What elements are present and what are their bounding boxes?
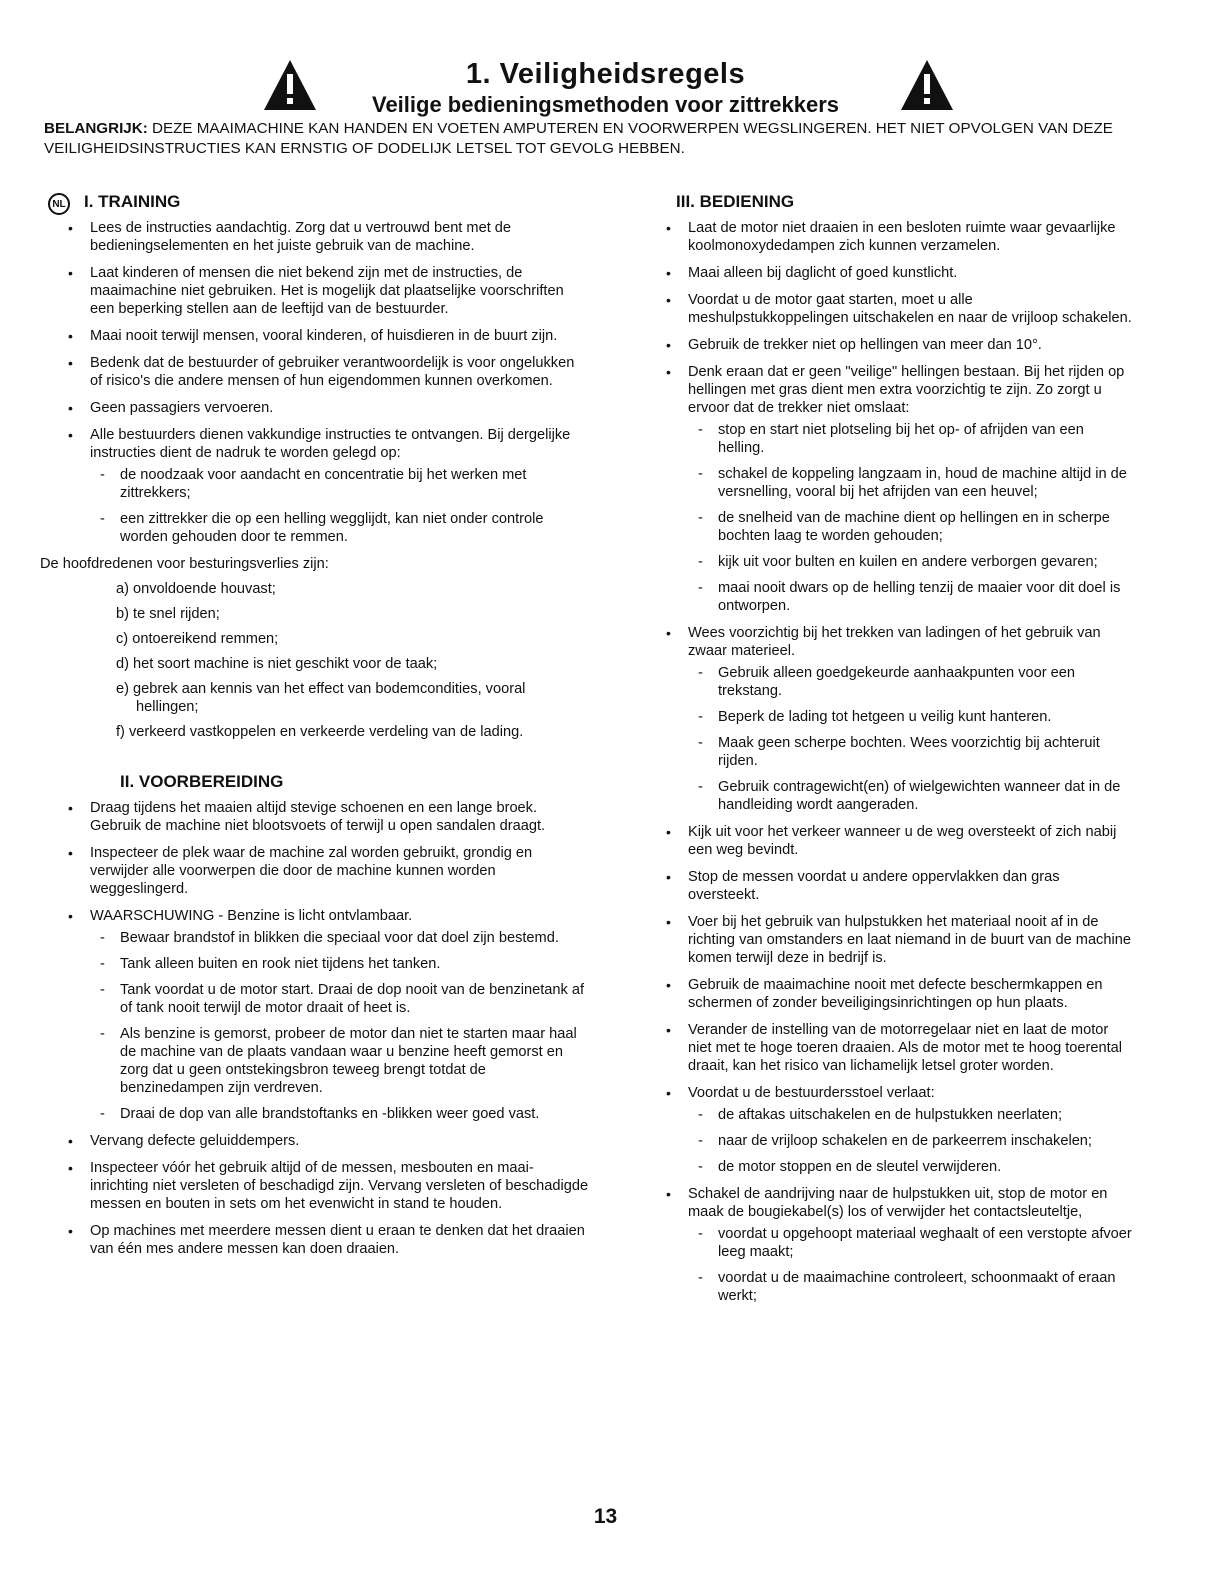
list-item-text: Denk eraan dat er geen "veilige" hellingen bestaan. Bij het rijden op hellingen met gras dient men extra voorzichtig te zijn. Zo zorgt u ervoor dat de trekker niet omslaat: xyxy=(688,364,1125,416)
list-item: • Laat de motor niet draaien in een besloten ruimte waar gevaarlijke koolmonoxydedampen zich kunnen verzamelen. xyxy=(660,219,1134,255)
list-item xyxy=(660,363,1134,615)
list-item: • Verander de instelling van de motorregelaar niet en laat de motor niet met te hoge toeren draaien. Als de motor met te hoog toerental draait, kan het risico van lichamelijk letsel groter worden. xyxy=(660,1021,1134,1075)
list-item: • Geen passagiers vervoeren. xyxy=(62,399,590,417)
sub-list-item: - Als benzine is gemorst, probeer de motor dan niet te starten maar haal de machine van de plaats vandaan waar u benzine heeft gemorst en zorg dat u geen ontstekingsbron teweeg brengt totdat de benzinedampen zijn verdreven. xyxy=(90,1025,590,1097)
training-list xyxy=(62,219,590,546)
disengage-sub-list xyxy=(688,1225,1134,1305)
important-warning xyxy=(44,119,1174,159)
list-item: • Kijk uit voor het verkeer wanneer u de weg oversteekt of zich nabij een weg bevindt. xyxy=(660,823,1134,859)
list-item-text: Schakel de aandrijving naar de hulpstukken uit, stop de motor en maak de bougiekabel(s) los of verwijder het contactsleuteltje, xyxy=(688,1186,1108,1220)
cause-item: b) te snel rijden; xyxy=(116,606,220,622)
sub-list-item: - een zittrekker die op een helling wegglijdt, kan niet onder controle worden gehouden door te remmen. xyxy=(90,510,590,546)
sub-list-item: - de aftakas uitschakelen en de hulpstukken neerlaten; xyxy=(688,1106,1134,1124)
sub-list-item: - Draai de dop van alle brandstoftanks en -blikken weer goed vast. xyxy=(90,1105,590,1123)
list-item: • Maai alleen bij daglicht of goed kunstlicht. xyxy=(660,264,1134,282)
sub-list-item: - de noodzaak voor aandacht en concentratie bij het werken met zittrekkers; xyxy=(90,466,590,502)
important-lead: BELANGRIJK: xyxy=(44,120,148,137)
sub-list-item: - Beperk de lading tot hetgeen u veilig kunt hanteren. xyxy=(688,708,1134,726)
list-item: • Voer bij het gebruik van hulpstukken het materiaal nooit af in de richting van omstanders en laat niemand in de buurt van de machine komen terwijl deze in bedrijf is. xyxy=(660,913,1134,967)
sub-list-item: - naar de vrijloop schakelen en de parkeerrem inschakelen; xyxy=(688,1132,1134,1150)
cause-item: a) onvoldoende houvast; xyxy=(116,581,276,597)
cause-item: d) het soort machine is niet geschikt voor de taak; xyxy=(116,656,438,672)
list-item: • Lees de instructies aandachtig. Zorg dat u vertrouwd bent met de bedieningselementen en het juiste gebruik van de machine. xyxy=(62,219,590,255)
list-item xyxy=(62,426,590,546)
sub-list-item: - Tank voordat u de motor start. Draai de dop nooit van de benzinetank af of tank nooit terwijl de motor draait of heet is. xyxy=(90,981,590,1017)
cause-item: e) gebrek aan kennis van het effect van bodemcondities, vooral hellingen; xyxy=(116,681,526,715)
list-item: • Stop de messen voordat u andere oppervlakken dan gras oversteekt. xyxy=(660,868,1134,904)
section-title-preparation: II. VOORBEREIDING xyxy=(120,772,284,791)
causes-list xyxy=(62,580,590,741)
list-item: • Laat kinderen of mensen die niet bekend zijn met de instructies, de maaimachine niet gebruiken. Het is mogelijk dat plaatselijke voorschriften een beperking stellen aan de leeftijd van de bestuurder. xyxy=(62,264,590,318)
sub-list-item: - Bewaar brandstof in blikken die speciaal voor dat doel zijn bestemd. xyxy=(90,929,590,947)
list-item: • Inspecteer vóór het gebruik altijd of de messen, mesbouten en maai-inrichting niet versleten of beschadigd zijn. Vervang versleten of beschadigde messen en bouten in sets om het evenwicht in stand te houden. xyxy=(62,1159,590,1213)
sub-list-item: - de snelheid van de machine dient op hellingen en in scherpe bochten laag te worden gehouden; xyxy=(688,509,1134,545)
list-item: • Voordat u de motor gaat starten, moet u alle meshulpstukkoppelingen uitschakelen en naar de vrijloop schakelen. xyxy=(660,291,1134,327)
list-item: • Op machines met meerdere messen dient u eraan te denken dat het draaien van één mes andere messen kan doen draaien. xyxy=(62,1222,590,1258)
slope-sub-list xyxy=(688,421,1134,615)
list-item-text: Alle bestuurders dienen vakkundige instructies te ontvangen. Bij dergelijke instructies dient de nadruk te worden gelegd op: xyxy=(90,427,571,461)
sub-list-item: - stop en start niet plotseling bij het op- of afrijden van een helling. xyxy=(688,421,1134,457)
section-title-training: I. TRAINING xyxy=(84,192,181,211)
causes-intro: De hoofdredenen voor besturingsverlies zijn: xyxy=(40,556,329,572)
page-subtitle: Veilige bedieningsmethoden voor zittrekkers xyxy=(371,92,840,117)
list-item xyxy=(660,1084,1134,1176)
training-sub-list xyxy=(90,466,590,546)
leave-seat-sub-list xyxy=(688,1106,1134,1176)
sub-list-item: - maai nooit dwars op de helling tenzij de maaier voor dit doel is ontworpen. xyxy=(688,579,1134,615)
section-title-operation: III. BEDIENING xyxy=(676,192,795,211)
list-item: • Vervang defecte geluiddempers. xyxy=(62,1132,590,1150)
operation-list xyxy=(660,219,1134,1305)
sub-list-item: - voordat u opgehoopt materiaal weghaalt of een verstopte afvoer leeg maakt; xyxy=(688,1225,1134,1261)
list-item: • Bedenk dat de bestuurder of gebruiker verantwoordelijk is voor ongelukken of risico's die andere mensen of hun eigendommen kunnen overkomen. xyxy=(62,354,590,390)
sub-list-item: - Tank alleen buiten en rook niet tijdens het tanken. xyxy=(90,955,590,973)
sub-list-item: - voordat u de maaimachine controleert, schoonmaakt of eraan werkt; xyxy=(688,1269,1134,1305)
list-item-text: Wees voorzichtig bij het trekken van ladingen of het gebruik van zwaar materieel. xyxy=(688,625,1101,659)
preparation-list xyxy=(62,799,590,1258)
sub-list-item: - Maak geen scherpe bochten. Wees voorzichtig bij achteruit rijden. xyxy=(688,734,1134,770)
list-item: • Inspecteer de plek waar de machine zal worden gebruikt, grondig en verwijder alle voorwerpen die door de machine kunnen worden weggeslingerd. xyxy=(62,844,590,898)
fuel-sub-list xyxy=(90,929,590,1123)
list-item-text: WAARSCHUWING - Benzine is licht ontvlambaar. xyxy=(90,908,413,924)
list-item xyxy=(62,907,590,1123)
cause-item: c) ontoereikend remmen; xyxy=(116,631,279,647)
list-item xyxy=(660,624,1134,814)
sub-list-item: - Gebruik contragewicht(en) of wielgewichten wanneer dat in de handleiding wordt aangeraden. xyxy=(688,778,1134,814)
towing-sub-list xyxy=(688,664,1134,814)
list-item: • Draag tijdens het maaien altijd stevige schoenen en een lange broek. Gebruik de machine niet blootsvoets of terwijl u open sandalen draagt. xyxy=(62,799,590,835)
page-title: 1. Veiligheidsregels xyxy=(465,58,746,90)
list-item: • Gebruik de maaimachine nooit met defecte beschermkappen en schermen of zonder beveiligingsinrichtingen op hun plaats. xyxy=(660,976,1134,1012)
sub-list-item: - Gebruik alleen goedgekeurde aanhaakpunten voor een trekstang. xyxy=(688,664,1134,700)
language-badge: NL xyxy=(48,193,70,215)
left-column xyxy=(40,192,590,1267)
page-number: 13 xyxy=(593,1505,618,1528)
important-text: DEZE MAAIMACHINE KAN HANDEN EN VOETEN AMPUTEREN EN VOORWERPEN WEGSLINGEREN. HET NIET OPVOLGEN VAN DEZE VEILIGHEIDSINSTRUCTIES KAN ERNSTIG OF DODELIJK LETSEL TOT GEVOLG HEBBEN. xyxy=(44,120,1113,157)
list-item: • Maai nooit terwijl mensen, vooral kinderen, of huisdieren in de buurt zijn. xyxy=(62,327,590,345)
list-item-text: Voordat u de bestuurdersstoel verlaat: xyxy=(688,1085,935,1101)
sub-list-item: - de motor stoppen en de sleutel verwijderen. xyxy=(688,1158,1134,1176)
list-item xyxy=(660,1185,1134,1305)
sub-list-item: - schakel de koppeling langzaam in, houd de machine altijd in de versnelling, vooral bij het afrijden van een heuvel; xyxy=(688,465,1134,501)
cause-item: f) verkeerd vastkoppelen en verkeerde verdeling van de lading. xyxy=(116,724,524,740)
warning-triangle-icon xyxy=(899,58,955,112)
right-column xyxy=(660,192,1134,1314)
sub-list-item: - kijk uit voor bulten en kuilen en andere verborgen gevaren; xyxy=(688,553,1134,571)
list-item: • Gebruik de trekker niet op hellingen van meer dan 10°. xyxy=(660,336,1134,354)
